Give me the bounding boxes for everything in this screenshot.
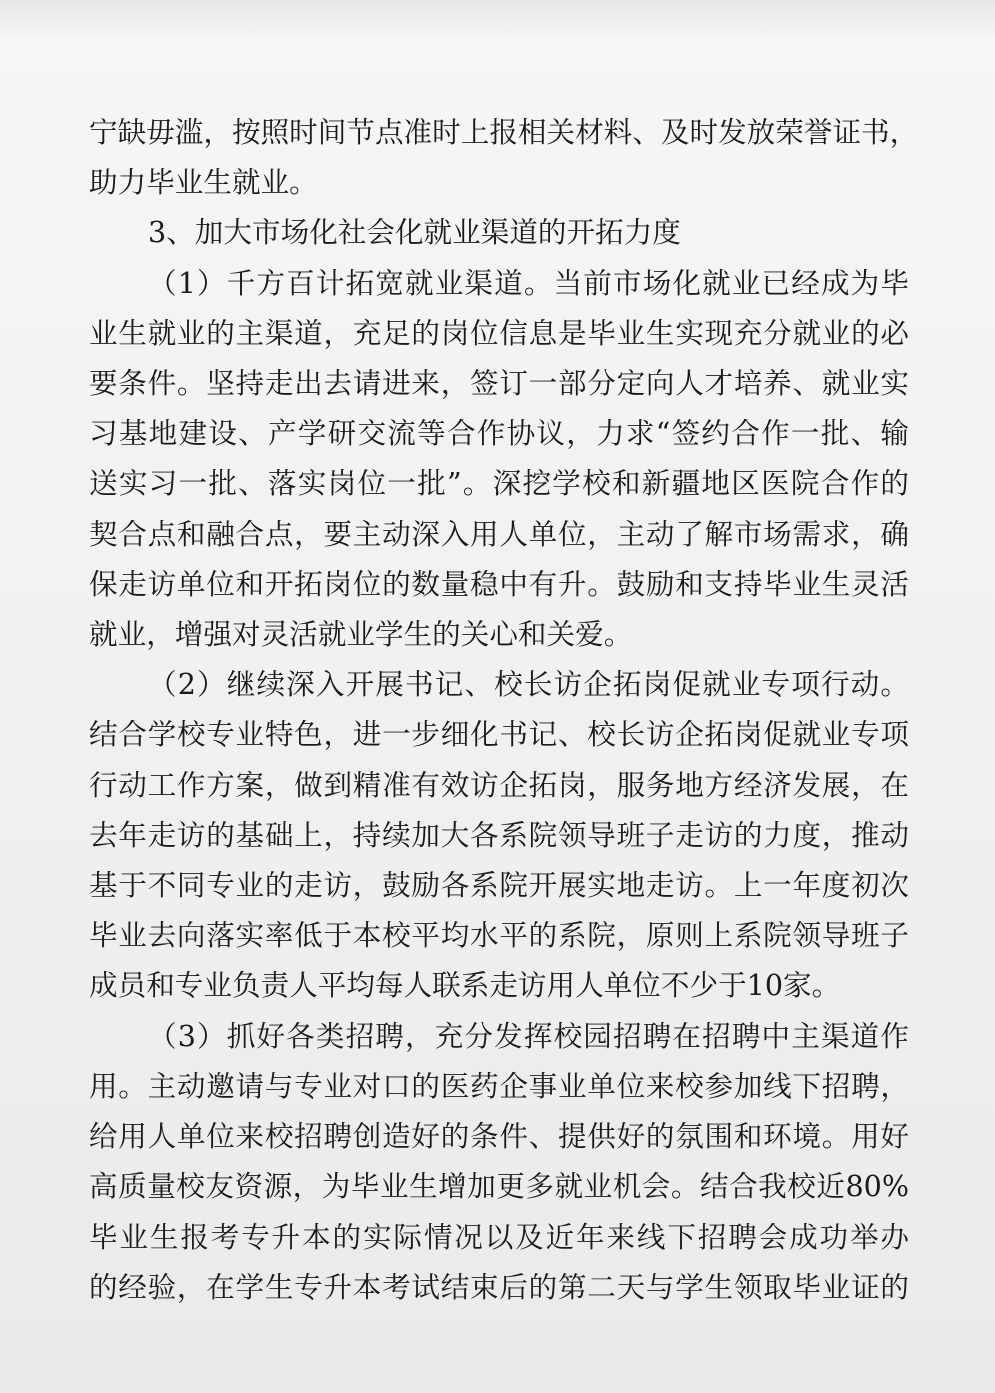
text-line: 业生就业的主渠道，充足的岗位信息是毕业生实现充分就业的必 — [89, 316, 909, 350]
paragraph-start-line: （2）继续深入开展书记、校长访企拓岗促就业专项行动。 — [148, 667, 909, 701]
text-line: 宁缺毋滥，按照时间节点准时上报相关材料、及时发放荣誉证书， — [89, 115, 919, 149]
text-line: 毕业生报考专升本的实际情况以及近年来线下招聘会成功举办 — [89, 1220, 909, 1254]
text-line: 去年走访的基础上，持续加大各系院领导班子走访的力度，推动 — [89, 818, 909, 852]
paragraph-start-line: （1）千方百计拓宽就业渠道。当前市场化就业已经成为毕 — [148, 266, 909, 300]
text-line: 就业，增强对灵活就业学生的关心和关爱。 — [89, 617, 633, 651]
paragraph-start-line: （3）抓好各类招聘，充分发挥校园招聘在招聘中主渠道作 — [148, 1019, 909, 1053]
text-line: 契合点和融合点，要主动深入用人单位，主动了解市场需求，确 — [89, 517, 909, 551]
text-line: 习基地建设、产学研交流等合作协议，力求“签约合作一批、输 — [89, 416, 909, 450]
text-line: 结合学校专业特色，进一步细化书记、校长访企拓岗促就业专项 — [89, 717, 909, 751]
text-line: 给用人单位来校招聘创造好的条件、提供好的氛围和环境。用好 — [89, 1119, 909, 1153]
text-line: 助力毕业生就业。 — [89, 165, 318, 199]
text-line: 的经验，在学生专升本考试结束后的第二天与学生领取毕业证的 — [89, 1270, 909, 1304]
text-line: 行动工作方案，做到精准有效访企拓岗，服务地方经济发展，在 — [89, 768, 909, 802]
text-line: 送实习一批、落实岗位一批”。深挖学校和新疆地区医院合作的 — [89, 466, 909, 500]
text-line: 基于不同专业的走访，鼓励各系院开展实地走访。上一年度初次 — [89, 868, 909, 902]
page-top-shadow — [0, 0, 995, 40]
text-line: 用。主动邀请与专业对口的医药企事业单位来校参加线下招聘， — [89, 1069, 909, 1103]
text-line: 要条件。坚持走出去请进来，签订一部分定向人才培养、就业实 — [89, 366, 909, 400]
text-line: 成员和专业负责人平均每人联系走访用人单位不少于10家。 — [89, 968, 841, 1002]
section-heading: 3、加大市场化社会化就业渠道的开拓力度 — [148, 215, 681, 249]
text-line: 保走访单位和开拓岗位的数量稳中有升。鼓励和支持毕业生灵活 — [89, 567, 909, 601]
text-line: 毕业去向落实率低于本校平均水平的系院，原则上系院领导班子 — [89, 918, 909, 952]
text-line: 高质量校友资源，为毕业生增加更多就业机会。结合我校近80% — [89, 1169, 909, 1203]
